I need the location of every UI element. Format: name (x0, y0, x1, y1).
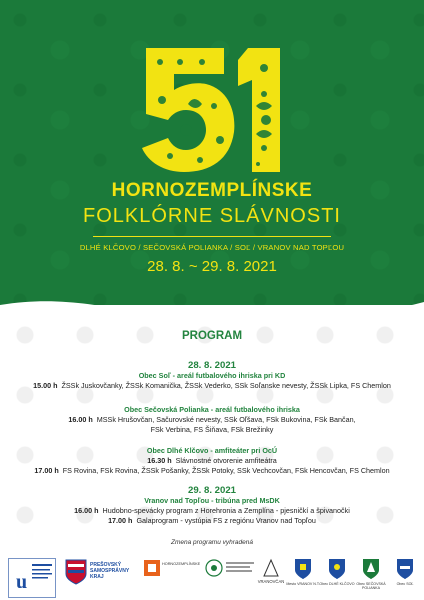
vranov-town-name: Mesto VRANOV N.T. (286, 582, 320, 586)
vranovcan-name: VRANOVČAN (257, 579, 285, 584)
polianka-text2: FSk Verbina, FS Šiňava, FSk Brežinky (150, 425, 274, 434)
sponsor-logos (0, 556, 424, 600)
polianka-name: Obec SEČOVSKÁ POLIANKA (356, 582, 386, 591)
klcovo-line2 (0, 466, 424, 476)
vranov-line1 (0, 506, 424, 516)
klcovo-line1 (0, 456, 424, 466)
culture-logo-text: HORNOZEMPLÍNSKE (162, 562, 201, 566)
vranov-time2: 17.00 h (108, 516, 133, 525)
divider-line (93, 236, 331, 237)
festival-title-line2: FOLKLÓRNE SLÁVNOSTI (83, 205, 341, 227)
klcovo-place: Obec Dlhé Klčovo (146, 446, 209, 455)
sol-line (0, 381, 424, 391)
program-heading: PROGRAM (181, 330, 243, 342)
klcovo-time1: 16.30 h (147, 456, 172, 465)
vranov-text1: Hudobno-spevácky program z Horehronia a Zemplína - pjesničkí a špivanočki (102, 506, 350, 515)
klcovo-coat-icon (328, 558, 346, 580)
psk-name: PREŠOVSKÝ SAMOSPRÁVNY KRAJ (90, 562, 130, 580)
polianka-venue: - areál futbalového ihriska (208, 405, 300, 414)
polianka-block (0, 405, 424, 435)
sol-name: Obec SOĽ (396, 582, 414, 586)
sol-coat-icon (396, 558, 414, 580)
sol-text: ŽSSk Juskovčanky, ŽSSk Komanička, ŽSSk Vederko, SSk Soľanske nevesty, ŽSSk Lipka, FS Chemlon (61, 381, 391, 390)
polianka-heading (0, 405, 424, 415)
svg-text:u: u (16, 571, 28, 593)
vranov-venue: - tribúna pred MsDK (209, 496, 280, 505)
polianka-line1 (0, 415, 424, 425)
polianka-coat-icon (362, 558, 380, 580)
festival-dates: 28. 8. ~ 29. 8. 2021 (147, 258, 277, 275)
culture-logo-icon (142, 558, 162, 578)
vranov-heading (0, 496, 424, 506)
festival-places: DLHÉ KLČOVO / SEČOVSKÁ POLIANKA / SOĽ / VRANOV NAD TOPĽOU (79, 243, 345, 252)
sol-place: Obec Soľ (138, 371, 171, 380)
sol-time: 15.00 h (33, 381, 58, 390)
osveta-logo-icon (204, 558, 224, 578)
klcovo-time2: 17.00 h (34, 466, 59, 475)
psk-crest-icon (64, 558, 88, 586)
vranov-coat-icon (294, 558, 312, 580)
sol-venue: - areál futbalového ihriska pri KD (170, 371, 286, 380)
day1-block (0, 361, 424, 391)
klcovo-venue: - amfiteáter pri OcÚ (208, 446, 278, 455)
number-51-emblem (140, 44, 288, 174)
program-note: Zmena programu vyhradená (170, 539, 253, 546)
klcovo-name: Obec DLHÉ KLČOVO (319, 582, 355, 586)
vranov-time1: 16.00 h (74, 506, 99, 515)
vranov-text2: Galaprogram - vystúpia FS z regiónu Vranov nad Topľou (136, 516, 316, 525)
festival-title-line1: HORNOZEMPLÍNSKE (111, 180, 313, 201)
polianka-text1: MSSk Hrušovčan, Sačurovské nevesty, SSk Oľšava, FSk Bukovina, FSk Bančan, (96, 415, 356, 424)
klcovo-block (0, 446, 424, 476)
polianka-place: Obec Sečovská Polianka (124, 405, 209, 414)
fund-logo (8, 558, 56, 598)
klcovo-text1: Slávnostné otvorenie amfiteátra (175, 456, 277, 465)
vranov-line2 (0, 516, 424, 526)
vranovcan-logo-icon (262, 558, 280, 578)
vranov-place: Vranov nad Topľou (144, 496, 210, 505)
day2-block (0, 486, 424, 526)
day1-date: 28. 8. 2021 (187, 360, 236, 371)
osveta-logo-text (226, 562, 256, 572)
polianka-time: 16.00 h (68, 415, 93, 424)
sol-heading (0, 371, 424, 381)
day2-date: 29. 8. 2021 (187, 485, 236, 496)
klcovo-text2: FS Rovina, FSk Rovina, ŽSSk Pošanky, ŽSSk Potoky, SSk Vechcovčan, FSk Hencovčan, FS Chemlon (62, 466, 390, 475)
klcovo-heading (0, 446, 424, 456)
